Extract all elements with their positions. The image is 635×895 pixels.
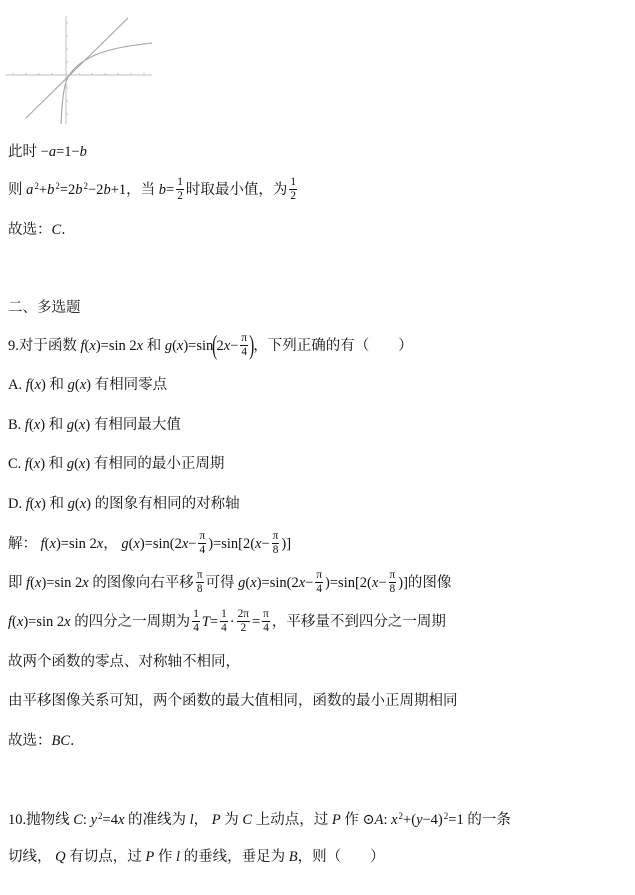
math-symbols: −4)	[422, 812, 443, 828]
math-superscript: 2	[55, 180, 60, 191]
math-variable: g	[121, 536, 129, 552]
text-run: 有相同的最小正周期	[90, 456, 225, 472]
math-symbols: −	[40, 144, 49, 160]
math-variable: b	[47, 182, 55, 198]
math-variable: x	[176, 338, 184, 354]
math-symbols: )	[86, 496, 92, 512]
math-symbols: (	[28, 417, 34, 433]
text-run: 有切点，过	[65, 849, 146, 865]
math-fraction	[237, 608, 250, 635]
fraction-numerator: π	[199, 530, 206, 543]
text-run: 和	[45, 377, 68, 393]
question-10-stem-line	[8, 841, 385, 873]
math-symbols: )	[85, 417, 91, 433]
fraction-denominator: 2	[290, 190, 296, 203]
text-run: 故选：	[8, 733, 52, 749]
fraction-numerator: π	[241, 332, 248, 345]
logarithmic-curve	[61, 43, 152, 124]
math-fraction	[240, 332, 248, 359]
math-variable: x	[33, 417, 41, 433]
math-variable: x	[16, 614, 24, 630]
math-fraction	[196, 569, 204, 596]
math-symbols: )=sin 2	[41, 575, 83, 591]
math-variable: B	[288, 849, 298, 865]
math-variable: y	[90, 812, 98, 828]
math-symbols: =	[166, 182, 175, 198]
math-variable: C	[242, 812, 253, 828]
solution-line-condition	[8, 136, 87, 168]
math-variable: f	[25, 496, 30, 512]
math-symbols: (	[84, 338, 90, 354]
math-variable: P	[331, 812, 341, 828]
math-variable: a	[48, 144, 57, 160]
text-run: 9.对于函数	[8, 338, 81, 354]
math-symbols: (	[44, 536, 50, 552]
math-variable: l	[189, 812, 194, 828]
text-run: 可得	[205, 575, 239, 591]
math-variable: f	[24, 417, 29, 433]
math-variable: g	[238, 575, 246, 591]
fraction-denominator: 2	[237, 621, 250, 635]
text-run: 为	[220, 812, 243, 828]
math-symbols: (	[12, 614, 17, 630]
math-symbols: (	[128, 536, 134, 552]
math-large-parenthesis: (	[212, 328, 218, 360]
math-symbols: +(	[403, 812, 417, 828]
math-symbols: )	[40, 417, 46, 433]
math-superscript: 2	[98, 810, 103, 821]
math-symbols: )=sin(2	[256, 575, 299, 591]
math-symbols: (	[30, 575, 35, 591]
math-variable: g	[67, 377, 75, 393]
text-run: 解：	[8, 536, 41, 552]
math-variable: y	[416, 812, 423, 828]
math-variable: x	[34, 377, 42, 393]
math-fraction	[389, 569, 397, 596]
math-variable: b	[158, 182, 166, 198]
math-variable: g	[164, 338, 173, 354]
text-run: 和	[45, 417, 67, 433]
math-symbols: )	[41, 377, 46, 393]
fraction-denominator: 8	[196, 583, 203, 596]
text-run: 的一条	[463, 812, 511, 828]
fraction-denominator: 2	[177, 190, 183, 203]
math-variable: b	[75, 182, 83, 198]
text-run: ，则（ ）	[297, 849, 385, 865]
math-variable: f	[25, 377, 30, 393]
text-run: 上动点，过	[252, 812, 332, 828]
math-symbols: )=sin[2(	[325, 575, 372, 591]
math-variable: b	[103, 182, 111, 198]
math-variable: f	[24, 456, 29, 472]
math-variable: g	[66, 417, 75, 433]
text-run: 10.抛物线	[8, 812, 74, 828]
text-run: 的图像	[407, 575, 452, 591]
fraction-numerator: 1	[193, 608, 199, 621]
math-superscript: 2	[443, 810, 449, 821]
math-symbols: )=sin 2	[23, 614, 65, 630]
math-variable: x	[78, 456, 86, 472]
fraction-numerator: π	[196, 569, 203, 582]
fraction-numerator: π	[316, 569, 323, 582]
text-run: 的垂线，垂足为	[180, 849, 289, 865]
text-run: ，	[103, 536, 122, 552]
math-fraction	[272, 530, 280, 557]
question-9-option-b	[8, 409, 181, 441]
question-9-answer	[8, 725, 85, 757]
text-run: 作	[154, 849, 176, 865]
text-run: ．	[61, 222, 76, 238]
question-9-solution-line: 故两个函数的零点、对称轴不相同，	[8, 654, 240, 670]
math-symbols: (	[29, 377, 35, 393]
math-symbols: (	[245, 575, 251, 591]
text-run: ，当	[126, 182, 159, 198]
math-variable: x	[78, 417, 86, 433]
text-run: ．	[70, 733, 85, 749]
question-10-stem-line	[8, 804, 511, 836]
question-9-solution-line	[8, 528, 291, 560]
math-variable: x	[133, 536, 140, 552]
math-variable: l	[175, 849, 180, 865]
text-run: 则	[8, 182, 27, 198]
text-run: A.	[8, 377, 26, 393]
math-variable: Q	[55, 849, 66, 865]
math-variable: x	[33, 456, 41, 472]
previous-answer	[8, 214, 76, 246]
text-run: 的图象有相同的对称轴	[91, 496, 240, 512]
math-variable: x	[371, 575, 379, 591]
math-variable: x	[223, 338, 231, 354]
math-symbols: )	[41, 496, 46, 512]
math-symbols: :	[82, 812, 91, 828]
text-run: ，下列正确的有（ ）	[253, 338, 413, 354]
math-variable: BC	[51, 733, 71, 749]
fraction-denominator: 4	[221, 622, 227, 635]
math-fraction	[289, 176, 297, 203]
text-run: D.	[8, 496, 26, 512]
math-variable: f	[8, 614, 13, 630]
question-9-option-c	[8, 448, 224, 480]
fraction-numerator: π	[263, 608, 269, 621]
math-variable: x	[255, 536, 262, 552]
math-symbols: )=sin	[183, 338, 214, 354]
math-variable: P	[211, 812, 221, 828]
math-variable: f	[80, 338, 85, 354]
fraction-numerator: 2π	[237, 608, 249, 621]
text-run: 的四分之一周期为	[70, 614, 191, 630]
text-run: 有相同最大值	[90, 417, 181, 433]
math-symbols: )=sin[2(	[208, 536, 256, 552]
math-variable: x	[35, 575, 42, 591]
text-run: 即	[8, 575, 27, 591]
tangent-line	[26, 18, 128, 118]
text-run: 此时	[8, 144, 41, 160]
math-variable: x	[298, 575, 306, 591]
question-9-option-a	[8, 369, 167, 401]
math-fraction	[198, 530, 206, 557]
math-variable: x	[34, 496, 42, 512]
math-symbols: ·	[229, 614, 235, 630]
fraction-numerator: 1	[290, 176, 296, 189]
math-symbols: −	[230, 338, 239, 354]
solution-line-minimum	[8, 174, 299, 206]
math-symbols: (	[74, 456, 79, 472]
math-variable: a	[26, 182, 34, 198]
text-run: 切线，	[8, 849, 56, 865]
fraction-numerator: π	[272, 530, 279, 543]
math-variable: x	[181, 536, 189, 552]
math-symbols: )]	[398, 575, 408, 591]
math-symbols: (	[74, 417, 79, 433]
math-variable: A	[374, 812, 384, 828]
math-superscript: 2	[398, 810, 404, 821]
math-symbols: )=sin 2	[55, 536, 97, 552]
math-symbols: =4	[102, 812, 118, 828]
math-symbols: )	[40, 456, 46, 472]
text-run: 作	[340, 812, 363, 828]
math-fraction	[315, 569, 323, 596]
math-symbols: −	[378, 575, 387, 591]
math-variable: C	[73, 812, 83, 828]
math-variable: x	[117, 812, 125, 828]
fraction-numerator: 1	[221, 608, 227, 621]
math-symbols: (	[74, 496, 80, 512]
math-variable: x	[49, 536, 56, 552]
math-variable: x	[64, 614, 71, 630]
text-run: 和	[143, 338, 165, 354]
function-graph	[0, 0, 160, 130]
question-9-solution-line: 由平移图像关系可知，两个函数的最大值相同，函数的最小正周期相同	[8, 693, 458, 709]
math-symbols: −	[305, 575, 314, 591]
fraction-denominator: 4	[316, 583, 323, 596]
math-symbols: =2	[59, 182, 76, 198]
math-variable: g	[67, 496, 75, 512]
math-symbols: −	[188, 536, 197, 552]
math-symbols: )	[86, 377, 92, 393]
math-variable: P	[145, 849, 155, 865]
question-9-stem	[8, 330, 413, 362]
math-variable: f	[40, 536, 45, 552]
text-run: 和	[45, 456, 67, 472]
fraction-numerator: 1	[177, 176, 183, 189]
math-superscript: 2	[34, 180, 39, 191]
text-run: 有相同零点	[91, 377, 168, 393]
math-symbols: 2	[216, 338, 224, 354]
fraction-denominator: 4	[199, 544, 206, 557]
math-symbols: (	[74, 377, 80, 393]
math-symbols: (	[29, 496, 35, 512]
math-fraction	[220, 608, 228, 635]
text-run: 时取最小值，为	[185, 182, 288, 198]
math-symbols: ⊙	[362, 812, 375, 828]
math-variable: x	[82, 575, 89, 591]
math-variable: x	[250, 575, 257, 591]
math-variable: b	[79, 144, 87, 160]
text-run: 故选：	[8, 222, 52, 238]
section-heading: 二、多选题	[8, 300, 81, 316]
math-variable: f	[26, 575, 31, 591]
fraction-denominator: 4	[193, 622, 199, 635]
math-symbols: =	[251, 614, 261, 630]
math-large-parenthesis: )	[249, 328, 255, 360]
math-variable: T	[201, 614, 210, 630]
math-symbols: :	[383, 812, 392, 828]
text-run: ，	[193, 812, 212, 828]
math-symbols: =	[209, 614, 219, 630]
fraction-denominator: 8	[389, 583, 396, 596]
fraction-numerator: π	[389, 569, 396, 582]
math-symbols: +	[38, 182, 48, 198]
text-run: 的图像向右平移	[88, 575, 194, 591]
math-fraction	[176, 176, 184, 203]
math-symbols: (	[28, 456, 34, 472]
question-9-solution-line	[8, 567, 451, 599]
math-variable: x	[79, 377, 87, 393]
fraction-denominator: 8	[272, 544, 279, 557]
math-variable: C	[51, 222, 62, 238]
math-symbols: )=sin 2	[95, 338, 137, 354]
math-symbols: +1	[110, 182, 127, 198]
text-run: C.	[8, 456, 25, 472]
math-fraction	[192, 608, 200, 635]
math-superscript: 2	[83, 180, 88, 191]
question-9-option-d	[8, 488, 240, 520]
fraction-denominator: 4	[241, 346, 248, 359]
math-variable: x	[136, 338, 144, 354]
math-symbols: )]	[281, 536, 292, 552]
math-variable: g	[66, 456, 75, 472]
math-variable: x	[96, 536, 104, 552]
text-run: ，平移量不到四分之一周期	[271, 614, 446, 630]
math-symbols: −2	[88, 182, 104, 198]
math-symbols: )=sin(2	[139, 536, 182, 552]
math-symbols: −	[261, 536, 270, 552]
text-run: 的准线为	[124, 812, 190, 828]
math-symbols: (	[172, 338, 177, 354]
math-variable: x	[391, 812, 398, 828]
math-symbols: =1	[448, 812, 464, 828]
question-9-solution-line	[8, 606, 446, 638]
math-variable: x	[89, 338, 96, 354]
math-symbols: )	[85, 456, 91, 472]
text-run: 和	[45, 496, 68, 512]
math-symbols: =1−	[56, 144, 80, 160]
math-fraction	[262, 608, 270, 635]
math-variable: x	[79, 496, 87, 512]
text-run: B.	[8, 417, 25, 433]
fraction-denominator: 4	[263, 622, 269, 635]
